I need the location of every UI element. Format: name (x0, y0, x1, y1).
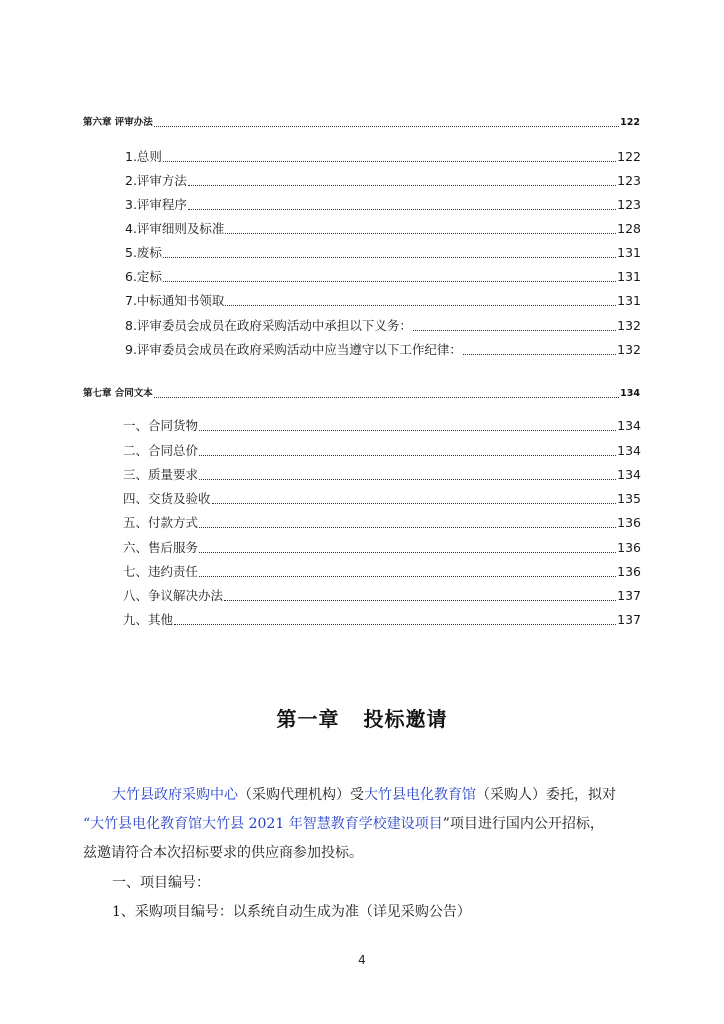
toc-page-number: 132 (617, 318, 641, 333)
toc-item-label: 八、争议解决办法 (123, 588, 224, 603)
toc-page-number: 136 (617, 540, 641, 555)
toc-item-label: 五、付款方式 (123, 515, 199, 530)
toc-leader-dots (199, 478, 616, 480)
toc-item-label: 一、合同货物 (123, 418, 199, 433)
toc-leader-dots (212, 502, 617, 504)
invitation-text: 兹邀请符合本次招标要求的供应商参加投标。 (83, 845, 363, 861)
agency-name: 大竹县政府采购中心 (112, 787, 238, 803)
toc-chapter-6[interactable] (83, 117, 640, 129)
toc-item[interactable] (125, 269, 641, 285)
open-quote: “ (83, 816, 91, 832)
toc-page-number: 123 (617, 197, 641, 212)
toc-page-number: 131 (617, 293, 641, 308)
toc-leader-dots (224, 599, 616, 601)
toc-leader-dots (199, 454, 616, 456)
section-heading: 一、项目编号： (112, 875, 210, 891)
toc-page-number: 131 (617, 245, 641, 260)
paragraph-line-2 (83, 813, 604, 833)
toc-item[interactable] (123, 491, 641, 507)
toc-page-number: 134 (620, 388, 640, 399)
toc-leader-dots (163, 280, 616, 282)
toc-leader-dots (199, 429, 616, 431)
toc-item-label: 六、售后服务 (123, 540, 199, 555)
toc-item-label: 4.评审细则及标准 (125, 221, 225, 236)
toc-leader-dots (174, 623, 616, 625)
toc-leader-dots (163, 160, 616, 162)
toc-page-number: 122 (617, 149, 641, 164)
toc-item[interactable] (123, 443, 641, 459)
toc-item[interactable] (125, 342, 641, 358)
toc-page-number: 134 (617, 418, 641, 433)
toc-leader-dots (225, 304, 616, 306)
toc-item-label: 6.定标 (125, 269, 162, 284)
toc-page-number: 135 (617, 491, 641, 506)
paragraph-line-1 (112, 784, 616, 804)
toc-page-number: 137 (617, 612, 641, 627)
toc-page-number: 123 (617, 173, 641, 188)
toc-item[interactable] (125, 197, 641, 213)
toc-page-number: 132 (617, 342, 641, 357)
toc-item-label: 二、合同总价 (123, 443, 199, 458)
toc-leader-dots (225, 232, 616, 234)
buyer-role: （采购人）委托，拟对 (476, 787, 616, 803)
page-number: 4 (358, 953, 366, 967)
toc-item-label: 九、其他 (123, 612, 174, 627)
toc-page-number: 134 (617, 443, 641, 458)
toc-chapter-title: 第七章 合同文本 (83, 388, 153, 399)
toc-page-number: 136 (617, 515, 641, 530)
toc-item-label: 三、质量要求 (123, 467, 199, 482)
toc-item[interactable] (123, 588, 641, 604)
toc-item[interactable] (123, 418, 641, 434)
toc-leader-dots (463, 353, 616, 355)
toc-leader-dots (163, 256, 616, 258)
toc-chapter-title: 第六章 评审办法 (83, 117, 153, 128)
paragraph-line-3 (83, 842, 363, 862)
toc-item-label: 9.评审委员会成员在政府采购活动中应当遵守以下工作纪律： (125, 342, 462, 357)
toc-item-label: 2.评审方法 (125, 173, 187, 188)
toc-item-label: 8.评审委员会成员在政府采购活动中承担以下义务： (125, 318, 412, 333)
toc-leader-dots (199, 551, 616, 553)
toc-item[interactable] (123, 564, 641, 580)
toc-page-number: 122 (620, 117, 640, 128)
toc-chapter-7[interactable] (83, 388, 640, 400)
toc-item[interactable] (125, 149, 641, 165)
chapter-heading (0, 703, 724, 732)
toc-page-number: 128 (617, 221, 641, 236)
toc-item[interactable] (125, 245, 641, 261)
toc-item[interactable] (123, 540, 641, 556)
toc-leader-dots (199, 575, 616, 577)
project-suffix: ”项目进行国内公开招标， (442, 816, 604, 832)
toc-item-label: 7.中标通知书领取 (125, 293, 225, 308)
toc-leader-dots (188, 208, 616, 210)
toc-item[interactable] (123, 515, 641, 531)
toc-page-number: 136 (617, 564, 641, 579)
project-number-item: 1、采购项目编号：以系统自动生成为准（详见采购公告） (112, 904, 471, 920)
toc-item[interactable] (125, 221, 641, 237)
toc-leader-dots (199, 526, 616, 528)
toc-item[interactable] (123, 467, 641, 483)
chapter-heading-number: 第一章 (276, 707, 340, 731)
toc-item[interactable] (125, 173, 641, 189)
toc-item-label: 1.总则 (125, 149, 162, 164)
agency-role: （采购代理机构）受 (238, 787, 364, 803)
toc-leader-dots (154, 125, 619, 127)
buyer-name: 大竹县电化教育馆 (364, 787, 476, 803)
toc-page-number: 137 (617, 588, 641, 603)
toc-item[interactable] (125, 318, 641, 334)
toc-page-number: 134 (617, 467, 641, 482)
project-name: 大竹县电化教育馆大竹县 2021 年智慧教育学校建设项目 (90, 816, 443, 832)
toc-leader-dots (413, 329, 616, 331)
toc-leader-dots (154, 396, 619, 398)
toc-item-label: 5.废标 (125, 245, 162, 260)
toc-item-label: 3.评审程序 (125, 197, 187, 212)
toc-item[interactable] (123, 612, 641, 628)
toc-leader-dots (188, 184, 616, 186)
toc-page-number: 131 (617, 269, 641, 284)
toc-item[interactable] (125, 293, 641, 309)
toc-item-label: 四、交货及验收 (123, 491, 211, 506)
toc-item-label: 七、违约责任 (123, 564, 199, 579)
chapter-heading-text: 投标邀请 (363, 707, 448, 731)
